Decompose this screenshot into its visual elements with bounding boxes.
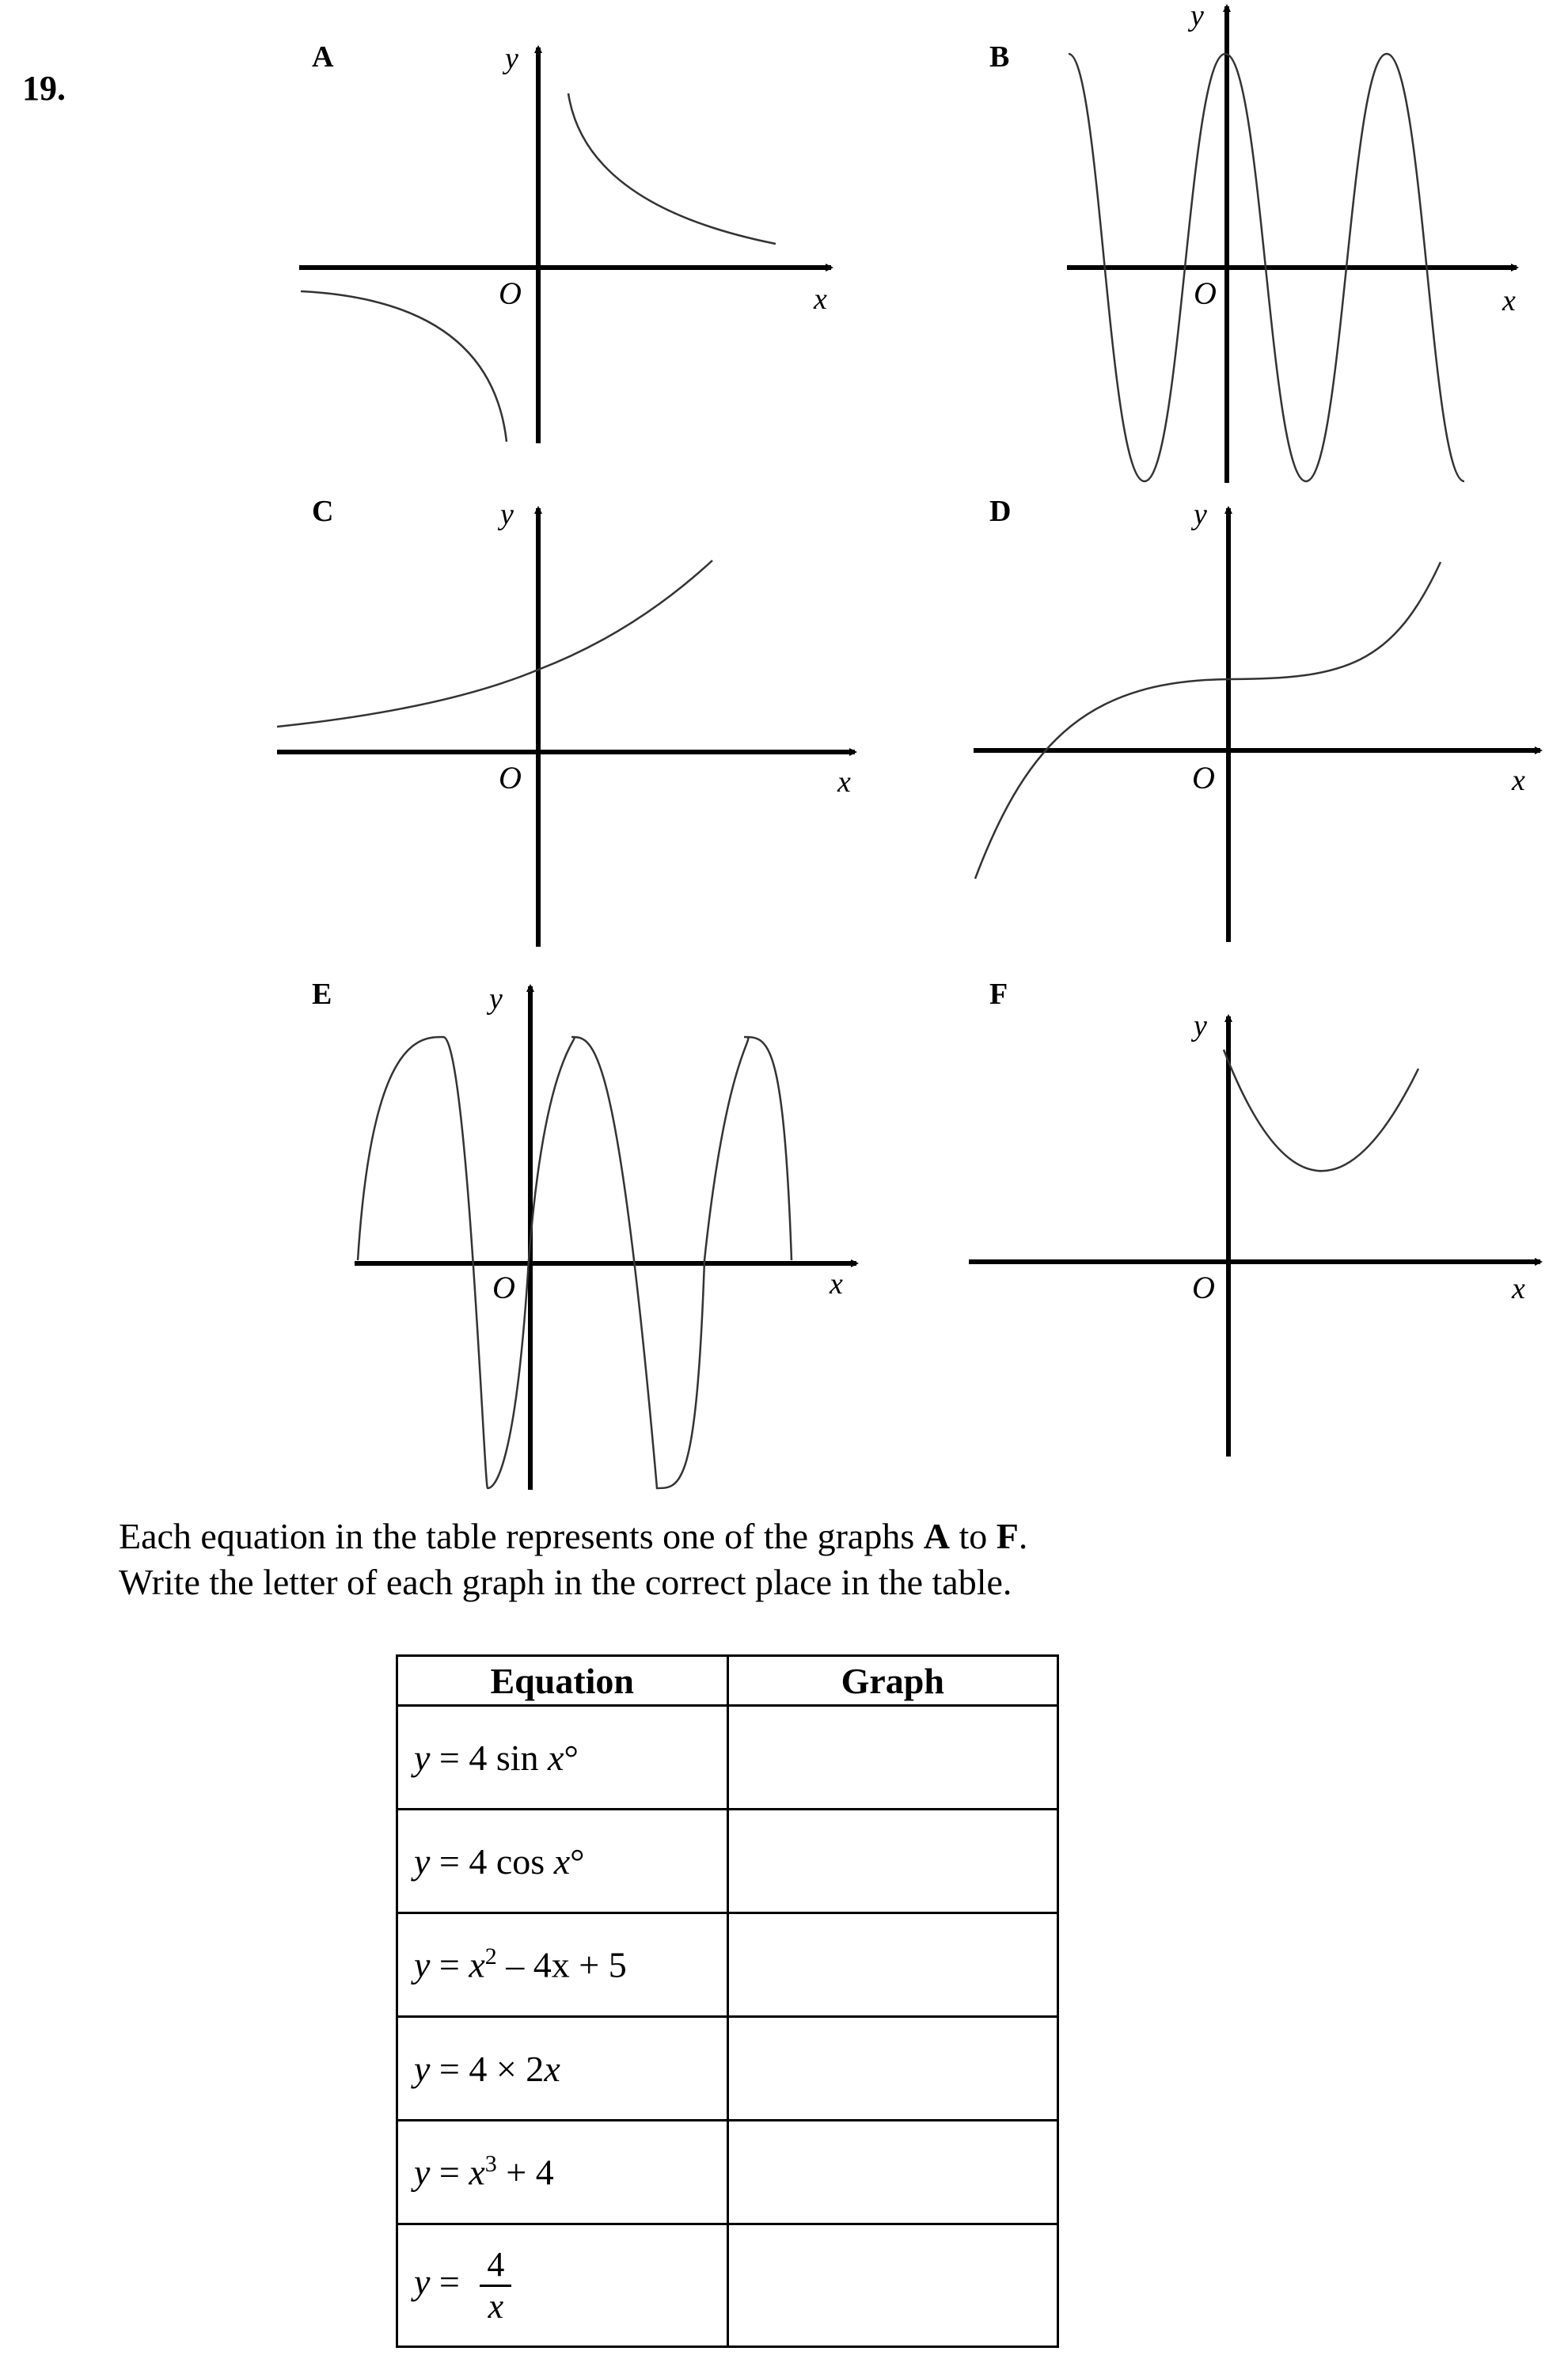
x-axis-label: x — [830, 1267, 843, 1301]
graph-answer-cell[interactable] — [727, 2017, 1058, 2121]
curve-lower-branch — [301, 291, 507, 442]
graph-letter: B — [989, 40, 1010, 74]
x-axis-label: x — [837, 765, 851, 799]
table-row — [397, 1913, 1058, 2017]
y-axis-label: y — [1194, 498, 1207, 531]
graph-c — [277, 495, 855, 947]
y-axis-label: y — [489, 982, 503, 1016]
curve-upper-branch — [568, 93, 776, 244]
instructions — [119, 1514, 1027, 1605]
graph-letter: F — [989, 978, 1008, 1011]
graph-b — [989, 0, 1517, 483]
y-axis-label: y — [1190, 0, 1204, 32]
graph-letter: A — [312, 40, 334, 74]
graph-a — [299, 40, 831, 443]
origin-label: O — [1192, 1270, 1215, 1305]
table-row — [397, 2121, 1058, 2224]
graph-answer-cell[interactable] — [727, 1913, 1058, 2017]
equation-cell: $y = x^3 + 4$ — [397, 2121, 728, 2224]
header-graph: Graph — [727, 1656, 1058, 1706]
origin-label: O — [1192, 760, 1215, 796]
curve-cubic — [975, 562, 1441, 879]
origin-label: O — [499, 760, 522, 796]
equation-cell: y = 4 × 2x — [397, 2017, 728, 2121]
fraction: $\frac{4}{x}$ — [480, 2245, 511, 2327]
table-header-row — [397, 1656, 1058, 1706]
graph-letter: D — [989, 495, 1012, 528]
y-axis-label: y — [500, 498, 514, 531]
graph-f — [969, 978, 1540, 1457]
table-row — [397, 2017, 1058, 2121]
graph-answer-cell[interactable] — [727, 2224, 1058, 2347]
graph-answer-cell[interactable] — [727, 1706, 1058, 1810]
equation-cell: y = $\frac{4}{x}$ — [397, 2224, 728, 2347]
graph-answer-cell[interactable] — [727, 2121, 1058, 2224]
origin-label: O — [1194, 275, 1217, 311]
curve-exponential — [277, 560, 712, 727]
equation-cell: $y = x^2 - 4x + 5$ — [397, 1913, 728, 2017]
table-row — [397, 2224, 1058, 2347]
curve-parabola — [1224, 1050, 1418, 1171]
equation-cell: y = 4 cos x° — [397, 1810, 728, 1913]
graph-answer-cell[interactable] — [727, 1810, 1058, 1913]
instruction-line-2: Write the letter of each graph in the correct place in the table. — [119, 1562, 1012, 1602]
origin-label: O — [492, 1270, 515, 1305]
answer-table — [396, 1654, 1059, 2348]
question-number: 19. — [22, 69, 66, 108]
graph-d — [974, 495, 1540, 942]
instruction-line-1: Each equation in the table represents one of the graphs A to F. — [119, 1516, 1028, 1556]
x-axis-label: x — [814, 283, 827, 316]
x-axis-label: x — [1512, 1272, 1525, 1305]
graph-letter: C — [312, 495, 334, 528]
y-axis-label: y — [1194, 1009, 1207, 1043]
origin-label: O — [499, 275, 522, 311]
table-row — [397, 1810, 1058, 1913]
graph-e — [312, 978, 856, 1490]
x-axis-label: x — [1512, 764, 1525, 797]
y-axis-label: y — [505, 42, 518, 75]
table-row — [397, 1706, 1058, 1810]
equation-cell: y = 4 sin x° — [397, 1706, 728, 1810]
x-axis-label: x — [1502, 284, 1516, 317]
header-equation: Equation — [397, 1656, 728, 1706]
graph-letter: E — [312, 978, 332, 1011]
